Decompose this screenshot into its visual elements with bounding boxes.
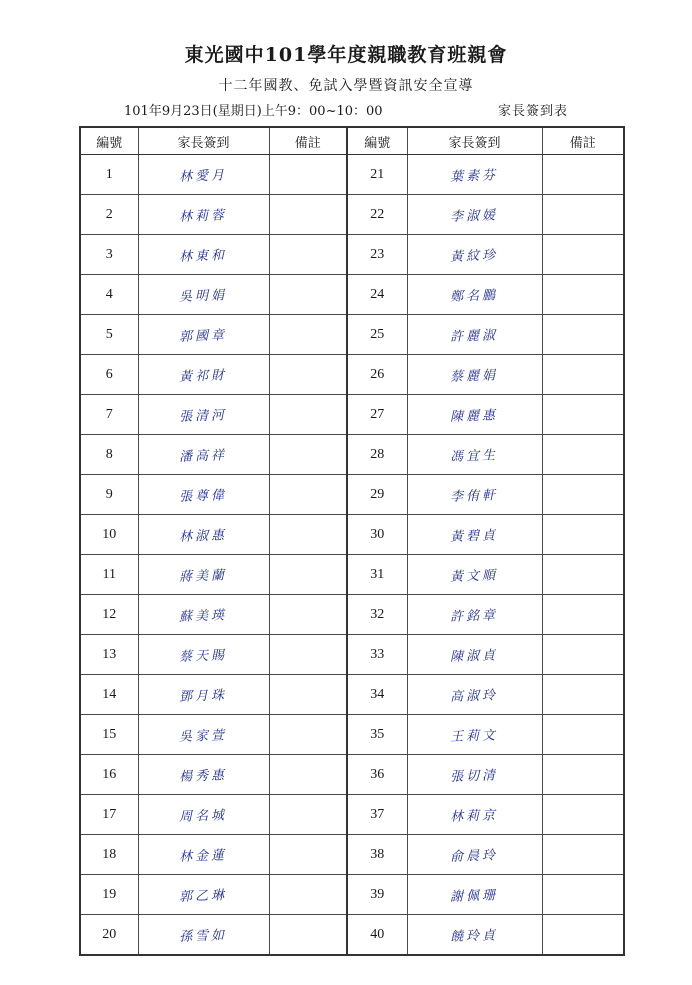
remark-cell	[269, 795, 347, 835]
column-header-number: 編號	[347, 127, 407, 155]
parent-signature	[138, 715, 269, 755]
handwritten-name: 陳麗惠	[450, 408, 499, 425]
parent-signature	[138, 435, 269, 475]
remark-cell	[542, 355, 624, 395]
table-row	[80, 435, 624, 475]
entry-number: 25	[347, 315, 407, 355]
remark-cell	[542, 755, 624, 795]
entry-number: 22	[347, 195, 407, 235]
handwritten-name: 林莉蓉	[179, 208, 228, 225]
remark-cell	[542, 675, 624, 715]
table-row	[80, 235, 624, 275]
handwritten-name: 黃文順	[450, 568, 499, 585]
remark-cell	[269, 155, 347, 195]
entry-number: 5	[80, 315, 138, 355]
handwritten-name: 陳淑貞	[450, 648, 499, 665]
parent-signature	[407, 675, 542, 715]
entry-number: 38	[347, 835, 407, 875]
parent-signature	[138, 155, 269, 195]
handwritten-name: 饒玲貞	[450, 928, 499, 945]
entry-number: 15	[80, 715, 138, 755]
parent-signature	[407, 715, 542, 755]
remark-cell	[542, 475, 624, 515]
remark-cell	[542, 595, 624, 635]
table-row	[80, 395, 624, 435]
parent-signature	[138, 595, 269, 635]
parent-signature	[138, 915, 269, 956]
column-header-number: 編號	[80, 127, 138, 155]
remark-cell	[269, 715, 347, 755]
entry-number: 18	[80, 835, 138, 875]
handwritten-name: 黃祁財	[179, 368, 228, 385]
parent-signature	[138, 395, 269, 435]
parent-signature	[138, 235, 269, 275]
table-row	[80, 355, 624, 395]
parent-signature	[138, 355, 269, 395]
remark-cell	[269, 835, 347, 875]
remark-cell	[542, 155, 624, 195]
entry-number: 40	[347, 915, 407, 956]
column-header-remark: 備註	[269, 127, 347, 155]
parent-signature	[407, 755, 542, 795]
entry-number: 26	[347, 355, 407, 395]
remark-cell	[269, 675, 347, 715]
parent-signature	[138, 475, 269, 515]
parent-signature	[138, 195, 269, 235]
entry-number: 10	[80, 515, 138, 555]
handwritten-name: 蔣美蘭	[179, 568, 228, 585]
entry-number: 6	[80, 355, 138, 395]
remark-cell	[542, 515, 624, 555]
entry-number: 30	[347, 515, 407, 555]
remark-cell	[269, 915, 347, 956]
table-row	[80, 195, 624, 235]
parent-signature	[407, 435, 542, 475]
handwritten-name: 林莉京	[450, 808, 499, 825]
remark-cell	[269, 315, 347, 355]
entry-number: 36	[347, 755, 407, 795]
handwritten-name: 張切清	[450, 768, 499, 785]
handwritten-name: 張清河	[179, 408, 228, 425]
remark-cell	[269, 435, 347, 475]
handwritten-name: 蘇美瑛	[179, 608, 228, 625]
parent-signature	[407, 795, 542, 835]
entry-number: 31	[347, 555, 407, 595]
entry-number: 21	[347, 155, 407, 195]
remark-cell	[542, 875, 624, 915]
sign-in-table	[79, 126, 625, 956]
handwritten-name: 吳明娟	[179, 288, 228, 305]
parent-signature	[138, 275, 269, 315]
handwritten-name: 李淑媛	[450, 208, 499, 225]
parent-signature	[407, 595, 542, 635]
table-row	[80, 795, 624, 835]
remark-cell	[542, 195, 624, 235]
meeting-date: 101年9月23日(星期日)上午9：00~10：00	[124, 104, 383, 119]
handwritten-name: 李侑軒	[450, 488, 499, 505]
table-row	[80, 475, 624, 515]
entry-number: 9	[80, 475, 138, 515]
document-subtitle: 十二年國教、免試入學暨資訊安全宣導	[218, 78, 474, 94]
remark-cell	[269, 755, 347, 795]
remark-cell	[269, 635, 347, 675]
parent-signature	[138, 515, 269, 555]
parent-signature	[138, 835, 269, 875]
entry-number: 12	[80, 595, 138, 635]
entry-number: 39	[347, 875, 407, 915]
table-row	[80, 915, 624, 956]
parent-signature	[407, 315, 542, 355]
handwritten-name: 郭乙琳	[179, 888, 228, 905]
handwritten-name: 林金蓮	[179, 848, 228, 865]
table-row	[80, 595, 624, 635]
remark-cell	[269, 195, 347, 235]
table-row	[80, 515, 624, 555]
remark-cell	[542, 395, 624, 435]
parent-signature	[407, 915, 542, 956]
remark-cell	[542, 635, 624, 675]
parent-signature	[138, 555, 269, 595]
remark-cell	[269, 475, 347, 515]
entry-number: 37	[347, 795, 407, 835]
entry-number: 8	[80, 435, 138, 475]
handwritten-name: 馮宜生	[450, 448, 499, 465]
parent-signature	[407, 235, 542, 275]
handwritten-name: 許銘章	[450, 608, 499, 625]
parent-signature	[407, 195, 542, 235]
entry-number: 19	[80, 875, 138, 915]
entry-number: 3	[80, 235, 138, 275]
entry-number: 24	[347, 275, 407, 315]
handwritten-name: 周名城	[179, 808, 228, 825]
handwritten-name: 吳家萱	[179, 728, 228, 745]
handwritten-name: 葉素芬	[450, 168, 499, 185]
parent-signature	[138, 315, 269, 355]
column-header-signature: 家長簽到	[138, 127, 269, 155]
entry-number: 4	[80, 275, 138, 315]
parent-signature	[407, 395, 542, 435]
remark-cell	[269, 515, 347, 555]
handwritten-name: 高淑玲	[450, 688, 499, 705]
remark-cell	[269, 275, 347, 315]
entry-number: 23	[347, 235, 407, 275]
parent-signature	[407, 475, 542, 515]
handwritten-name: 俞晨玲	[450, 848, 499, 865]
remark-cell	[269, 595, 347, 635]
entry-number: 7	[80, 395, 138, 435]
entry-number: 14	[80, 675, 138, 715]
entry-number: 1	[80, 155, 138, 195]
remark-cell	[542, 555, 624, 595]
entry-number: 27	[347, 395, 407, 435]
handwritten-name: 蔡麗娟	[450, 368, 499, 385]
remark-cell	[542, 915, 624, 956]
entry-number: 20	[80, 915, 138, 956]
table-row	[80, 835, 624, 875]
entry-number: 34	[347, 675, 407, 715]
table-row	[80, 755, 624, 795]
remark-cell	[269, 875, 347, 915]
handwritten-name: 林東和	[179, 248, 228, 265]
remark-cell	[269, 395, 347, 435]
remark-cell	[542, 235, 624, 275]
table-row	[80, 155, 624, 195]
parent-signature	[407, 275, 542, 315]
document-title: 東光國中101學年度親職教育班親會	[184, 44, 508, 66]
remark-cell	[542, 795, 624, 835]
entry-number: 35	[347, 715, 407, 755]
handwritten-name: 林愛月	[179, 168, 228, 185]
remark-cell	[269, 355, 347, 395]
handwritten-name: 楊秀惠	[179, 768, 228, 785]
remark-cell	[542, 275, 624, 315]
parent-signature	[138, 795, 269, 835]
handwritten-name: 孫雪如	[179, 928, 228, 945]
entry-number: 29	[347, 475, 407, 515]
entry-number: 28	[347, 435, 407, 475]
sheet-name: 家長簽到表	[498, 104, 569, 119]
parent-signature	[407, 835, 542, 875]
table-row	[80, 675, 624, 715]
entry-number: 32	[347, 595, 407, 635]
entry-number: 33	[347, 635, 407, 675]
parent-signature	[407, 155, 542, 195]
handwritten-name: 蔡天賜	[179, 648, 228, 665]
parent-signature	[138, 635, 269, 675]
parent-signature	[407, 515, 542, 555]
entry-number: 13	[80, 635, 138, 675]
entry-number: 17	[80, 795, 138, 835]
table-row	[80, 875, 624, 915]
handwritten-name: 林淑惠	[179, 528, 228, 545]
table-row	[80, 275, 624, 315]
remark-cell	[269, 555, 347, 595]
handwritten-name: 郭國章	[179, 328, 228, 345]
handwritten-name: 黃碧貞	[450, 528, 499, 545]
handwritten-name: 黃紋珍	[450, 248, 499, 265]
entry-number: 11	[80, 555, 138, 595]
entry-number: 16	[80, 755, 138, 795]
handwritten-name: 潘高祥	[179, 448, 228, 465]
parent-signature	[138, 875, 269, 915]
parent-signature	[138, 675, 269, 715]
parent-signature	[407, 555, 542, 595]
table-row	[80, 635, 624, 675]
parent-signature	[407, 355, 542, 395]
column-header-signature: 家長簽到	[407, 127, 542, 155]
table-row	[80, 555, 624, 595]
remark-cell	[542, 835, 624, 875]
handwritten-name: 王莉文	[450, 728, 499, 745]
remark-cell	[542, 435, 624, 475]
handwritten-name: 許麗淑	[450, 328, 499, 345]
parent-signature	[138, 755, 269, 795]
remark-cell	[269, 235, 347, 275]
handwritten-name: 張尊偉	[179, 488, 228, 505]
parent-signature	[407, 635, 542, 675]
table-header-row	[80, 127, 624, 155]
table-row	[80, 315, 624, 355]
handwritten-name: 謝佩珊	[450, 888, 499, 905]
handwritten-name: 鄧月珠	[179, 688, 228, 705]
handwritten-name: 鄭名鵬	[450, 288, 499, 305]
column-header-remark: 備註	[542, 127, 624, 155]
remark-cell	[542, 715, 624, 755]
parent-signature	[407, 875, 542, 915]
entry-number: 2	[80, 195, 138, 235]
remark-cell	[542, 315, 624, 355]
table-row	[80, 715, 624, 755]
